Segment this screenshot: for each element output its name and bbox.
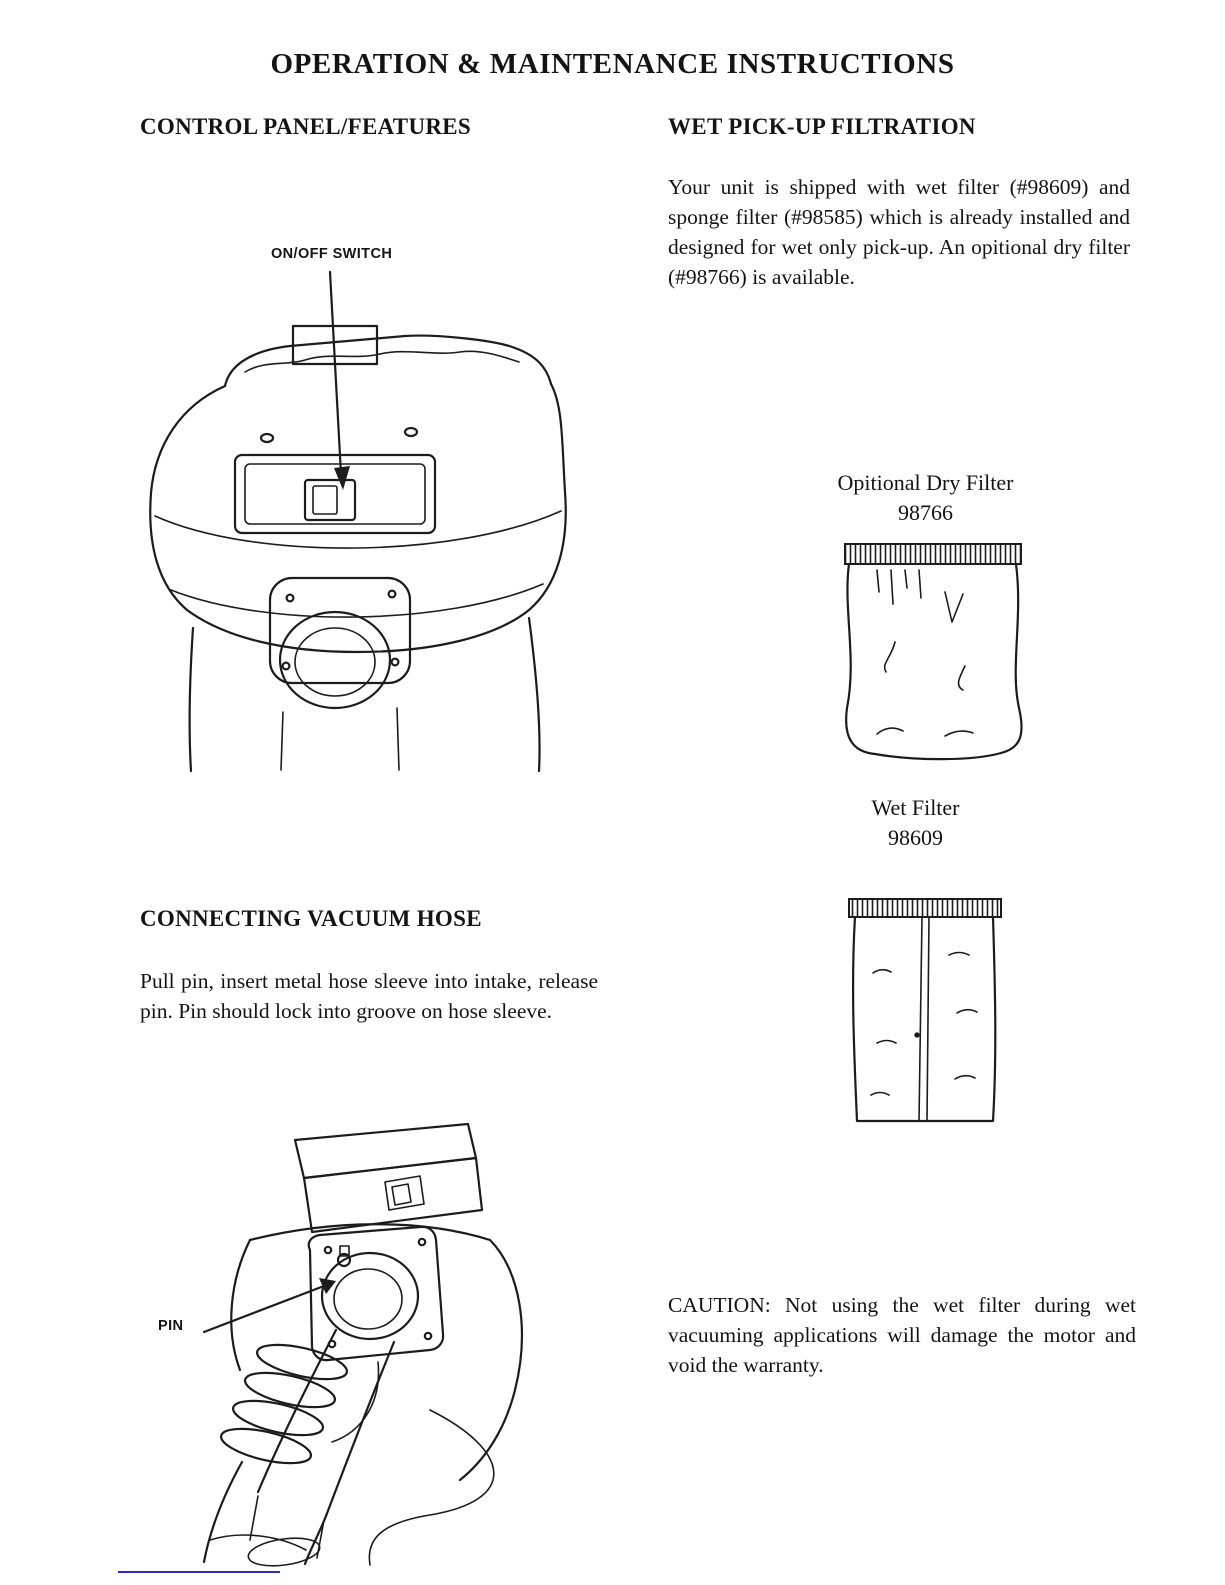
wet-filter-figure	[845, 893, 1005, 1133]
pin-arrow	[204, 1286, 324, 1332]
wet-filter-caption	[828, 793, 1003, 853]
dry-filter-label: Opitional Dry Filter	[837, 470, 1014, 495]
bottom-blue-rule	[118, 1571, 280, 1573]
caution-text: CAUTION: Not using the wet filter during wet vacuuming applications will damage the motor and void the warranty.	[668, 1293, 1136, 1377]
vacuum-top-figure	[105, 268, 585, 773]
connecting-hose-heading: CONNECTING VACUUM HOSE	[140, 906, 482, 931]
dry-filter-part-number: 98766	[898, 500, 953, 525]
wet-filter-label: Wet Filter	[871, 795, 960, 820]
dry-filter-figure	[833, 538, 1033, 768]
wet-pickup-body: Your unit is shipped with wet filter (#98609) and sponge filter (#98585) which is already installed and designed for wet only pick-up. An opitional dry filter (#98766) is available.	[668, 175, 1130, 289]
wet-pickup-heading: WET PICK-UP FILTRATION	[668, 114, 976, 139]
control-panel-heading: CONTROL PANEL/FEATURES	[140, 114, 471, 139]
dry-filter-caption	[808, 468, 1043, 528]
on-off-arrow	[330, 272, 341, 474]
page-title: OPERATION & MAINTENANCE INSTRUCTIONS	[270, 48, 955, 80]
wet-filter-part-number: 98609	[888, 825, 943, 850]
pin-label: PIN	[158, 1318, 184, 1334]
connecting-hose-body: Pull pin, insert metal hose sleeve into intake, release pin. Pin should lock into groove on hose sleeve.	[140, 969, 598, 1023]
hose-connection-figure	[90, 1110, 540, 1565]
on-off-switch-label: ON/OFF SWITCH	[271, 246, 393, 262]
